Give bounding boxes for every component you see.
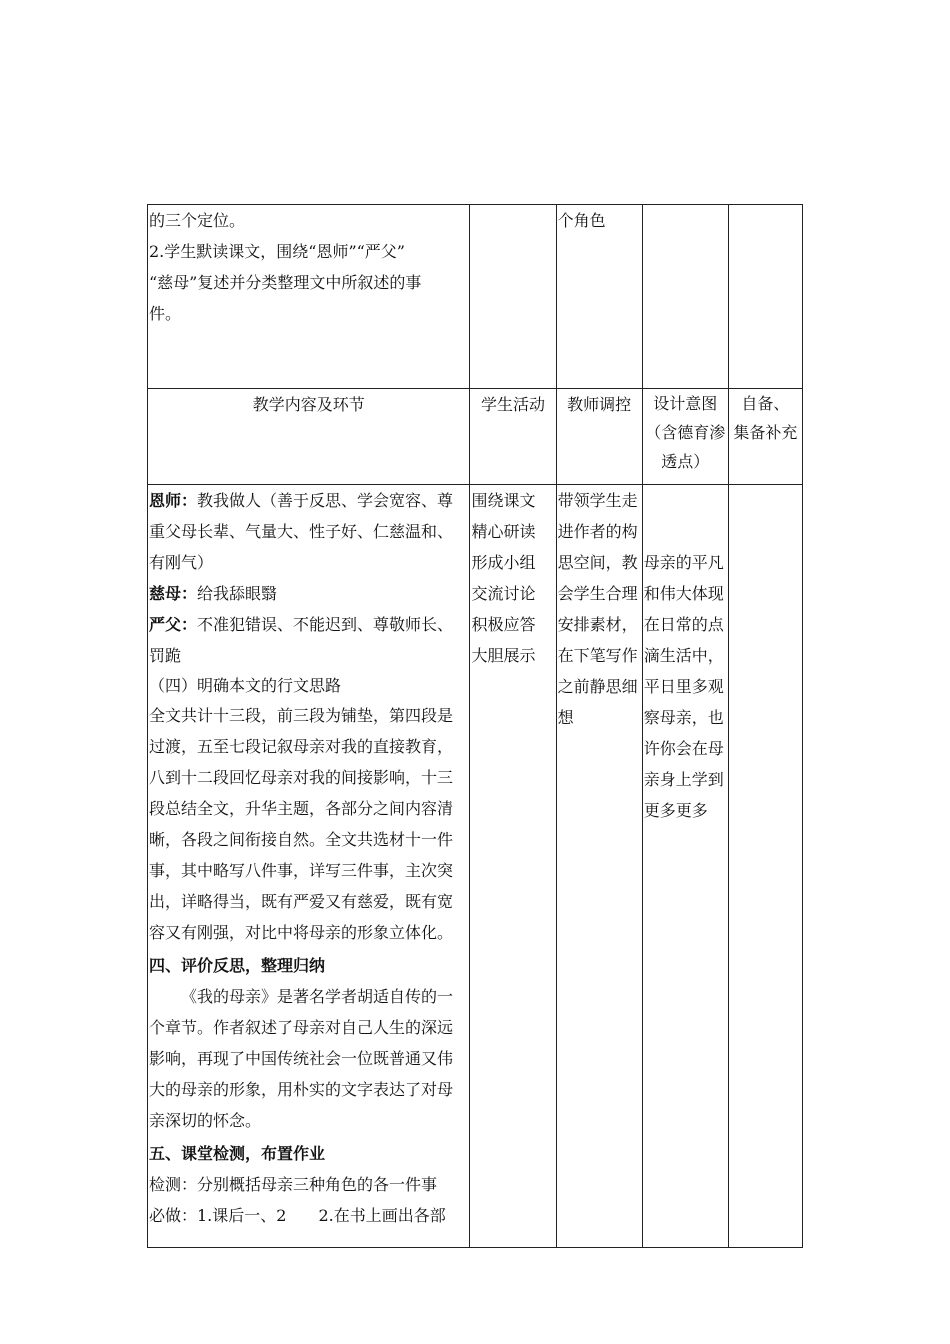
- header-content: 教学内容及环节: [148, 389, 470, 485]
- cell-teacher-control: [556, 485, 642, 1248]
- cell-design-continued: [642, 205, 728, 389]
- student-line: 围绕课文: [471, 491, 536, 510]
- header-design-line: （含德育渗: [645, 423, 726, 442]
- design-line: 亲身上学到: [643, 770, 724, 789]
- part-title: [149, 1138, 468, 1169]
- part-title: [149, 950, 468, 981]
- text-line: 的三个定位。: [149, 211, 246, 230]
- paragraph-line: 段总结全文，升华主题，各部分之间内容清: [149, 799, 454, 818]
- role-text: 不准犯错误、不能迟到、尊敬师长、: [197, 615, 454, 634]
- role-line: [149, 578, 468, 609]
- teacher-line: 进作者的构: [557, 522, 638, 541]
- part-title-text: 四、评价反思，整理归纳: [149, 956, 326, 975]
- design-line: 在日常的点: [643, 615, 724, 634]
- cell-teacher-continued: [556, 205, 642, 389]
- header-design-line: 设计意图: [653, 394, 718, 413]
- paragraph-line: 过渡，五至七段记叙母亲对我的直接教育，: [149, 737, 454, 756]
- cell-supplement: [728, 485, 802, 1248]
- design-line: 平日里多观: [643, 677, 724, 696]
- teacher-line: 会学生合理: [557, 584, 638, 603]
- role-line: [149, 485, 468, 516]
- paragraph-line: 《我的母亲》是著名学者胡适自传的一: [181, 987, 454, 1006]
- text-line: “慈母”复述并分类整理文中所叙述的事: [149, 273, 422, 292]
- text-line: 2.学生默读课文，围绕“恩师”“严父”: [149, 242, 405, 261]
- paragraph-line: 个章节。作者叙述了母亲对自己人生的深远: [149, 1018, 454, 1037]
- header-supplement: [728, 389, 802, 485]
- teacher-line: 之前静思细: [557, 677, 638, 696]
- cell-design-intent: [642, 485, 728, 1248]
- teacher-line: 想: [557, 708, 574, 727]
- cell-student-activity: [470, 485, 556, 1248]
- design-line: 察母亲，也: [643, 708, 724, 727]
- design-line: 母亲的平凡: [643, 553, 724, 572]
- teacher-line: 在下笔写作: [557, 646, 638, 665]
- part-title-text: 五、课堂检测，布置作业: [149, 1144, 326, 1163]
- paragraph-line: 全文共计十三段，前三段为铺垫，第四段是: [149, 706, 454, 725]
- design-line: 更多更多: [643, 801, 708, 820]
- paragraph-line: 影响，再现了中国传统社会一位既普通又伟: [149, 1049, 454, 1068]
- role-label: 慈母：: [149, 584, 198, 603]
- student-line: 精心研读: [471, 522, 536, 541]
- paragraph-line: 检测：分别概括母亲三种角色的各一件事: [149, 1175, 438, 1194]
- role-line: 重父母长辈、气量大、性子好、仁慈温和、: [149, 522, 454, 541]
- section-title: （四）明确本文的行文思路: [149, 676, 342, 695]
- cell-supplement-continued: [728, 205, 802, 389]
- text-line: 个角色: [557, 211, 606, 230]
- role-line: 罚跪: [149, 646, 182, 665]
- paragraph-line: 容又有刚强，对比中将母亲的形象立体化。: [149, 923, 454, 942]
- paragraph-line: 必做：1.课后一、2 2.在书上画出各部: [149, 1206, 446, 1225]
- role-line: 有刚气）: [149, 553, 214, 572]
- role-label: 恩师：: [149, 491, 198, 510]
- paragraph-line: 晰，各段之间衔接自然。全文共选材十一件: [149, 830, 454, 849]
- text-line: 件。: [149, 304, 182, 323]
- header-design-line: 透点）: [661, 452, 710, 471]
- header-student: 学生活动: [470, 389, 556, 485]
- lesson-plan-table: [147, 204, 803, 1248]
- role-line: [149, 609, 468, 640]
- role-text: 给我舔眼翳: [197, 584, 278, 603]
- cell-student-continued: [470, 205, 556, 389]
- student-line: 积极应答: [471, 615, 536, 634]
- student-line: 大胆展示: [471, 646, 536, 665]
- spacer: [644, 485, 727, 547]
- teacher-line: 安排素材，: [557, 615, 638, 634]
- role-label: 严父：: [149, 615, 198, 634]
- table-header-row: [148, 389, 803, 485]
- student-line: 交流讨论: [471, 584, 536, 603]
- teacher-line: 带领学生走: [557, 491, 638, 510]
- header-teacher: 教师调控: [556, 389, 642, 485]
- cell-content-continued: [148, 205, 470, 389]
- table-row-continued: [148, 205, 803, 389]
- paragraph-line: 事，其中略写八件事，详写三件事，主次突: [149, 861, 454, 880]
- header-supplement-line: 自备、: [741, 394, 790, 413]
- header-design: [642, 389, 728, 485]
- cell-content: [148, 485, 470, 1248]
- paragraph-line: 大的母亲的形象，用朴实的文字表达了对母: [149, 1080, 454, 1099]
- teacher-line: 思空间，教: [557, 553, 638, 572]
- header-supplement-line: 集备补充: [733, 423, 798, 442]
- student-line: 形成小组: [471, 553, 536, 572]
- paragraph-line: 亲深切的怀念。: [149, 1111, 262, 1130]
- design-line: 滴生活中，: [643, 646, 724, 665]
- table-body-row: [148, 485, 803, 1248]
- paragraph-line: 出，详略得当，既有严爱又有慈爱，既有宽: [149, 892, 454, 911]
- design-line: 和伟大体现: [643, 584, 724, 603]
- design-line: 许你会在母: [643, 739, 724, 758]
- paragraph-line: 八到十二段回忆母亲对我的间接影响，十三: [149, 768, 454, 787]
- role-text: 教我做人（善于反思、学会宽容、尊: [197, 491, 454, 510]
